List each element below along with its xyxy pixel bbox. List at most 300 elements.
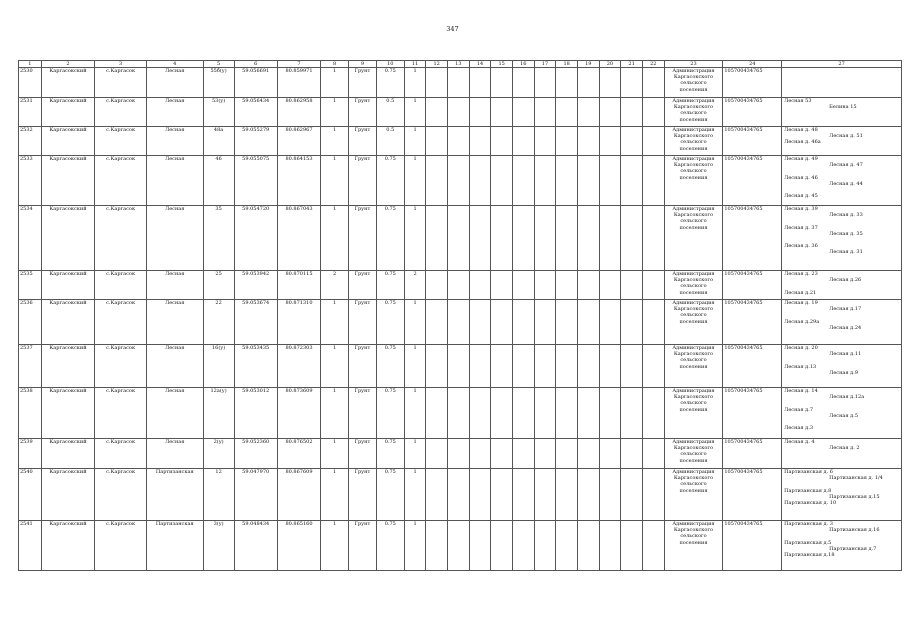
- table-cell: 59.048434: [234, 521, 277, 571]
- header-cell: 23: [664, 61, 723, 68]
- table-cell: 80.870115: [277, 271, 320, 300]
- table-cell: [426, 521, 448, 571]
- table-row: [19, 98, 902, 127]
- table-cell: с.Каргасок: [95, 388, 147, 439]
- table-cell: [426, 345, 448, 388]
- table-cell: [512, 388, 534, 439]
- address-line: Партизанская д.16: [829, 527, 880, 534]
- table-cell: [556, 98, 578, 127]
- address-line: Лесная д. 44: [829, 180, 863, 187]
- table-cell: Каргасокский: [41, 127, 95, 156]
- table-cell: Каргасокский: [41, 300, 95, 345]
- table-cell: 105700434765: [723, 345, 782, 388]
- table-cell: [642, 439, 664, 469]
- table-cell: [469, 300, 491, 345]
- table-cell: [642, 206, 664, 271]
- table-cell: 22: [203, 300, 234, 345]
- table-cell: с.Каргасок: [95, 521, 147, 571]
- table-cell: [642, 98, 664, 127]
- table-cell: [491, 345, 513, 388]
- table-cell: [491, 469, 513, 521]
- header-cell: 3: [95, 61, 147, 68]
- table-cell: 59.054720: [234, 206, 277, 271]
- table-cell: [599, 68, 621, 98]
- table-cell: Грунт: [349, 156, 377, 206]
- table-cell: [426, 68, 448, 98]
- table-cell: [556, 156, 578, 206]
- table-cell: Грунт: [349, 271, 377, 300]
- table-cell: Каргасокский: [41, 345, 95, 388]
- table-cell: 2538: [19, 388, 42, 439]
- table-cell: 80.859971: [277, 68, 320, 98]
- table-cell: Лесная: [146, 156, 203, 206]
- table-cell: 1: [321, 98, 349, 127]
- table-cell: [621, 439, 643, 469]
- address-line: Лесная 53: [784, 98, 812, 104]
- table-cell: Каргасокский: [41, 271, 95, 300]
- table-cell: 80.876502: [277, 439, 320, 469]
- table-cell: [448, 388, 470, 439]
- table-cell: [621, 98, 643, 127]
- address-line: Лесная д. 20: [784, 345, 818, 351]
- table-cell: 59.055279: [234, 127, 277, 156]
- table-cell: [512, 300, 534, 345]
- table-cell: [469, 521, 491, 571]
- table-cell: [599, 127, 621, 156]
- table-cell: [426, 439, 448, 469]
- table-cell: 80.872303: [277, 345, 320, 388]
- table-cell: Администрация Каргасокского сельского поселения: [664, 439, 723, 469]
- table-cell: [556, 68, 578, 98]
- table-cell: Каргасокский: [41, 156, 95, 206]
- table-cell: 35: [203, 206, 234, 271]
- address-line: Лесная д.26: [829, 277, 862, 284]
- table-cell: [491, 271, 513, 300]
- table-cell: [491, 439, 513, 469]
- table-cell: Лесная: [146, 206, 203, 271]
- address-line: Лесная д. 36: [784, 243, 818, 250]
- table-cell: 105700434765: [723, 156, 782, 206]
- table-cell: [577, 521, 599, 571]
- table-cell: [469, 469, 491, 521]
- table-cell: [621, 388, 643, 439]
- table-cell: [448, 206, 470, 271]
- table-cell: 2533: [19, 156, 42, 206]
- table-cell: 55б(у): [203, 68, 234, 98]
- table-cell: 105700434765: [723, 68, 782, 98]
- table-cell: [469, 68, 491, 98]
- table-cell: [426, 271, 448, 300]
- table-cell: [556, 521, 578, 571]
- table-cell: [469, 388, 491, 439]
- table-cell: 1: [321, 68, 349, 98]
- table-cell: [599, 271, 621, 300]
- table-cell: [448, 300, 470, 345]
- table-cell: 105700434765: [723, 206, 782, 271]
- table-cell: 1: [321, 469, 349, 521]
- table-cell: [512, 98, 534, 127]
- table-cell: [556, 469, 578, 521]
- table-cell: 105700434765: [723, 127, 782, 156]
- table-cell: [469, 127, 491, 156]
- table-cell: [448, 271, 470, 300]
- table-cell: [621, 345, 643, 388]
- address-line: Лесная д. 4: [784, 439, 815, 445]
- table-cell: [534, 300, 556, 345]
- table-cell: 1: [321, 300, 349, 345]
- table-cell: с.Каргасок: [95, 68, 147, 98]
- address-line: Партизанская д. 1/4: [829, 475, 883, 482]
- address-cell: [782, 156, 902, 206]
- table-cell: [556, 127, 578, 156]
- table-cell: [599, 206, 621, 271]
- table-cell: Лесная: [146, 271, 203, 300]
- table-cell: [621, 127, 643, 156]
- table-cell: Каргасокский: [41, 469, 95, 521]
- table-cell: 2: [321, 271, 349, 300]
- table-cell: [642, 388, 664, 439]
- table-cell: [642, 127, 664, 156]
- table-cell: 1: [321, 127, 349, 156]
- table-cell: 12: [203, 469, 234, 521]
- table-cell: [426, 388, 448, 439]
- table-cell: [512, 439, 534, 469]
- header-cell: 21: [621, 61, 643, 68]
- header-cell: 15: [491, 61, 513, 68]
- table-cell: [599, 439, 621, 469]
- table-cell: Администрация Каргасокского сельского поселения: [664, 127, 723, 156]
- header-cell: 1: [19, 61, 42, 68]
- address-line: Лесная д. 46: [784, 174, 818, 181]
- table-cell: [599, 388, 621, 439]
- table-cell: [469, 345, 491, 388]
- table-cell: 0.75: [376, 469, 404, 521]
- table-cell: 1: [404, 521, 426, 571]
- table-cell: 1: [404, 300, 426, 345]
- table-cell: Администрация Каргасокского сельского поселения: [664, 300, 723, 345]
- header-cell: 24: [723, 61, 782, 68]
- table-cell: Грунт: [349, 521, 377, 571]
- header-cell: 19: [577, 61, 599, 68]
- address-cell: [782, 68, 902, 98]
- table-row: [19, 300, 902, 345]
- table-cell: [491, 206, 513, 271]
- address-line: Лесная д.7: [784, 406, 814, 413]
- table-row: [19, 127, 902, 156]
- table-cell: 2541: [19, 521, 42, 571]
- table-cell: 1: [404, 98, 426, 127]
- table-cell: 1: [404, 68, 426, 98]
- address-line: Лесная д.5: [829, 412, 859, 419]
- table-cell: 1: [404, 388, 426, 439]
- table-cell: [534, 127, 556, 156]
- table-cell: [534, 156, 556, 206]
- address-line: Лесная д.21: [784, 289, 817, 296]
- table-row: [19, 206, 902, 271]
- table-cell: [426, 127, 448, 156]
- table-row: [19, 345, 902, 388]
- table-cell: [621, 271, 643, 300]
- table-cell: Администрация Каргасокского сельского поселения: [664, 521, 723, 571]
- table-cell: 80.862967: [277, 127, 320, 156]
- table-cell: [491, 521, 513, 571]
- address-line: Партизанская д. 3: [784, 521, 833, 527]
- header-cell: 13: [448, 61, 470, 68]
- table-cell: Администрация Каргасокского сельского поселения: [664, 388, 723, 439]
- table-cell: [512, 469, 534, 521]
- table-cell: 1: [404, 469, 426, 521]
- table-cell: [426, 156, 448, 206]
- table-cell: [556, 439, 578, 469]
- table-cell: с.Каргасок: [95, 127, 147, 156]
- table-cell: [642, 300, 664, 345]
- table-cell: 0.75: [376, 300, 404, 345]
- address-line: Лесная д.17: [829, 306, 862, 313]
- table-cell: 0.75: [376, 206, 404, 271]
- header-cell: 10: [376, 61, 404, 68]
- table-cell: 2535: [19, 271, 42, 300]
- address-line: Лесная д.11: [829, 351, 862, 358]
- header-cell: 2: [41, 61, 95, 68]
- address-cell: [782, 271, 902, 300]
- address-line: Лесная д.24: [829, 324, 862, 331]
- table-cell: [621, 300, 643, 345]
- header-cell: 12: [426, 61, 448, 68]
- header-cell: 4: [146, 61, 203, 68]
- table-cell: 59.053435: [234, 345, 277, 388]
- table-row: [19, 388, 902, 439]
- table-cell: [512, 206, 534, 271]
- table-cell: 2(у): [203, 439, 234, 469]
- table-cell: [642, 271, 664, 300]
- table-cell: [621, 206, 643, 271]
- table-cell: [512, 127, 534, 156]
- table-cell: 80.862958: [277, 98, 320, 127]
- table-cell: с.Каргасок: [95, 156, 147, 206]
- table-cell: [534, 345, 556, 388]
- table-cell: 80.873609: [277, 388, 320, 439]
- table-cell: 1: [321, 521, 349, 571]
- table-cell: Каргасокский: [41, 439, 95, 469]
- table-cell: 48a: [203, 127, 234, 156]
- table-cell: Каргасокский: [41, 521, 95, 571]
- table-cell: 59.053942: [234, 271, 277, 300]
- address-cell: [782, 521, 902, 571]
- table-cell: [448, 439, 470, 469]
- table-cell: Администрация Каргасокского сельского поселения: [664, 156, 723, 206]
- address-line: Лесная д. 37: [784, 224, 818, 231]
- table-cell: Грунт: [349, 388, 377, 439]
- table-cell: [577, 271, 599, 300]
- table-cell: 105700434765: [723, 469, 782, 521]
- address-line: Лесная д. 51: [829, 133, 863, 140]
- table-cell: 59.053674: [234, 300, 277, 345]
- table-cell: 1: [404, 206, 426, 271]
- table-cell: [556, 345, 578, 388]
- table-cell: Грунт: [349, 98, 377, 127]
- table-cell: Грунт: [349, 345, 377, 388]
- table-cell: [556, 300, 578, 345]
- table-cell: Лесная: [146, 388, 203, 439]
- table-cell: с.Каргасок: [95, 271, 147, 300]
- table-cell: [599, 521, 621, 571]
- table-cell: [469, 98, 491, 127]
- table-row: [19, 271, 902, 300]
- table-cell: [491, 156, 513, 206]
- address-line: Лесная д.3: [784, 425, 814, 432]
- table-cell: 105700434765: [723, 300, 782, 345]
- address-line: Партизанская д.7: [829, 545, 877, 552]
- header-cell: 6: [234, 61, 277, 68]
- table-cell: 80.864153: [277, 156, 320, 206]
- table-cell: [621, 156, 643, 206]
- table-cell: 80.867609: [277, 469, 320, 521]
- address-line: Партизанская д.5: [784, 539, 832, 546]
- table-cell: [577, 345, 599, 388]
- table-row: [19, 521, 902, 571]
- table-cell: [621, 521, 643, 571]
- table-cell: 105700434765: [723, 271, 782, 300]
- table-cell: [534, 388, 556, 439]
- table-cell: [512, 68, 534, 98]
- table-cell: 0.75: [376, 439, 404, 469]
- address-line: Лесная д.12а: [829, 394, 865, 401]
- address-line: Лесная д. 39: [784, 206, 818, 212]
- table-cell: [534, 469, 556, 521]
- table-cell: 16(у): [203, 345, 234, 388]
- table-cell: 59.056691: [234, 68, 277, 98]
- table-cell: 1: [404, 127, 426, 156]
- table-cell: 1: [404, 156, 426, 206]
- table-cell: с.Каргасок: [95, 206, 147, 271]
- table-cell: 0.75: [376, 345, 404, 388]
- table-cell: 80.871310: [277, 300, 320, 345]
- table-cell: [512, 521, 534, 571]
- table-cell: 25: [203, 271, 234, 300]
- table-cell: Грунт: [349, 469, 377, 521]
- table-cell: [512, 345, 534, 388]
- header-cell: 17: [534, 61, 556, 68]
- address-line: Лесная д. 14: [784, 388, 818, 394]
- table-cell: [556, 388, 578, 439]
- table-cell: [426, 98, 448, 127]
- table-cell: [577, 68, 599, 98]
- table-cell: 1: [321, 206, 349, 271]
- table-cell: [577, 156, 599, 206]
- table-cell: [512, 271, 534, 300]
- header-cell: 5: [203, 61, 234, 68]
- address-line: Лесная д. 45: [784, 193, 818, 200]
- table-cell: Грунт: [349, 68, 377, 98]
- table-cell: [599, 300, 621, 345]
- table-cell: 2534: [19, 206, 42, 271]
- table-cell: [599, 469, 621, 521]
- table-cell: [599, 98, 621, 127]
- table-cell: [448, 98, 470, 127]
- address-line: Партизанская д.8: [784, 487, 832, 494]
- address-line: Партизанская д. 6: [784, 469, 833, 475]
- table-cell: 2539: [19, 439, 42, 469]
- table-cell: 105700434765: [723, 98, 782, 127]
- table-cell: [621, 469, 643, 521]
- table-cell: 1: [321, 345, 349, 388]
- table-cell: Администрация Каргасокского сельского поселения: [664, 469, 723, 521]
- header-cell: 27: [782, 61, 902, 68]
- table-cell: [448, 127, 470, 156]
- header-cell: 11: [404, 61, 426, 68]
- table-cell: [448, 345, 470, 388]
- address-line: Лесная д. 46а: [784, 139, 821, 146]
- table-cell: Каргасокский: [41, 206, 95, 271]
- table-cell: 105700434765: [723, 388, 782, 439]
- table-cell: Администрация Каргасокского сельского поселения: [664, 345, 723, 388]
- address-cell: [782, 206, 902, 271]
- table-cell: [448, 521, 470, 571]
- table-cell: 0.75: [376, 156, 404, 206]
- table-cell: [534, 439, 556, 469]
- table-cell: [577, 98, 599, 127]
- table-cell: 105700434765: [723, 521, 782, 571]
- table-cell: 0.75: [376, 388, 404, 439]
- table-cell: 80.865160: [277, 521, 320, 571]
- table-cell: Лесная: [146, 98, 203, 127]
- table-cell: Каргасокский: [41, 68, 95, 98]
- table-cell: с.Каргасок: [95, 345, 147, 388]
- address-line: Лесная д.13: [784, 363, 817, 370]
- address-line: Лесная д. 49: [784, 156, 818, 162]
- table-cell: 3(у): [203, 521, 234, 571]
- table-cell: [491, 127, 513, 156]
- table-cell: 2530: [19, 68, 42, 98]
- table-cell: с.Каргасок: [95, 439, 147, 469]
- table-cell: [426, 206, 448, 271]
- table-cell: [448, 68, 470, 98]
- table-cell: Партизанская: [146, 469, 203, 521]
- table-cell: [577, 206, 599, 271]
- table-cell: 0.75: [376, 521, 404, 571]
- table-cell: [491, 68, 513, 98]
- table-cell: [469, 271, 491, 300]
- table-cell: 59.047970: [234, 469, 277, 521]
- table-cell: [426, 300, 448, 345]
- address-line: Партизанская д.15: [829, 493, 880, 500]
- table-cell: [534, 521, 556, 571]
- table-cell: Грунт: [349, 439, 377, 469]
- table-cell: [448, 156, 470, 206]
- table-cell: 2536: [19, 300, 42, 345]
- header-row: [19, 61, 902, 68]
- table-cell: 0.5: [376, 98, 404, 127]
- table-cell: 12а(у): [203, 388, 234, 439]
- table-cell: с.Каргасок: [95, 300, 147, 345]
- table-cell: Каргасокский: [41, 98, 95, 127]
- table-cell: Партизанская: [146, 521, 203, 571]
- address-line: Лесная д. 48: [784, 127, 818, 133]
- table-cell: [642, 156, 664, 206]
- table-cell: Администрация Каргасокского сельского поселения: [664, 98, 723, 127]
- table-cell: [426, 469, 448, 521]
- table-cell: 1: [321, 439, 349, 469]
- table-cell: 1: [321, 156, 349, 206]
- address-cell: [782, 300, 902, 345]
- header-cell: 7: [277, 61, 320, 68]
- table-cell: 2540: [19, 469, 42, 521]
- table-cell: [642, 521, 664, 571]
- table-cell: 2532: [19, 127, 42, 156]
- table-cell: с.Каргасок: [95, 469, 147, 521]
- table-cell: [642, 345, 664, 388]
- header-cell: 16: [512, 61, 534, 68]
